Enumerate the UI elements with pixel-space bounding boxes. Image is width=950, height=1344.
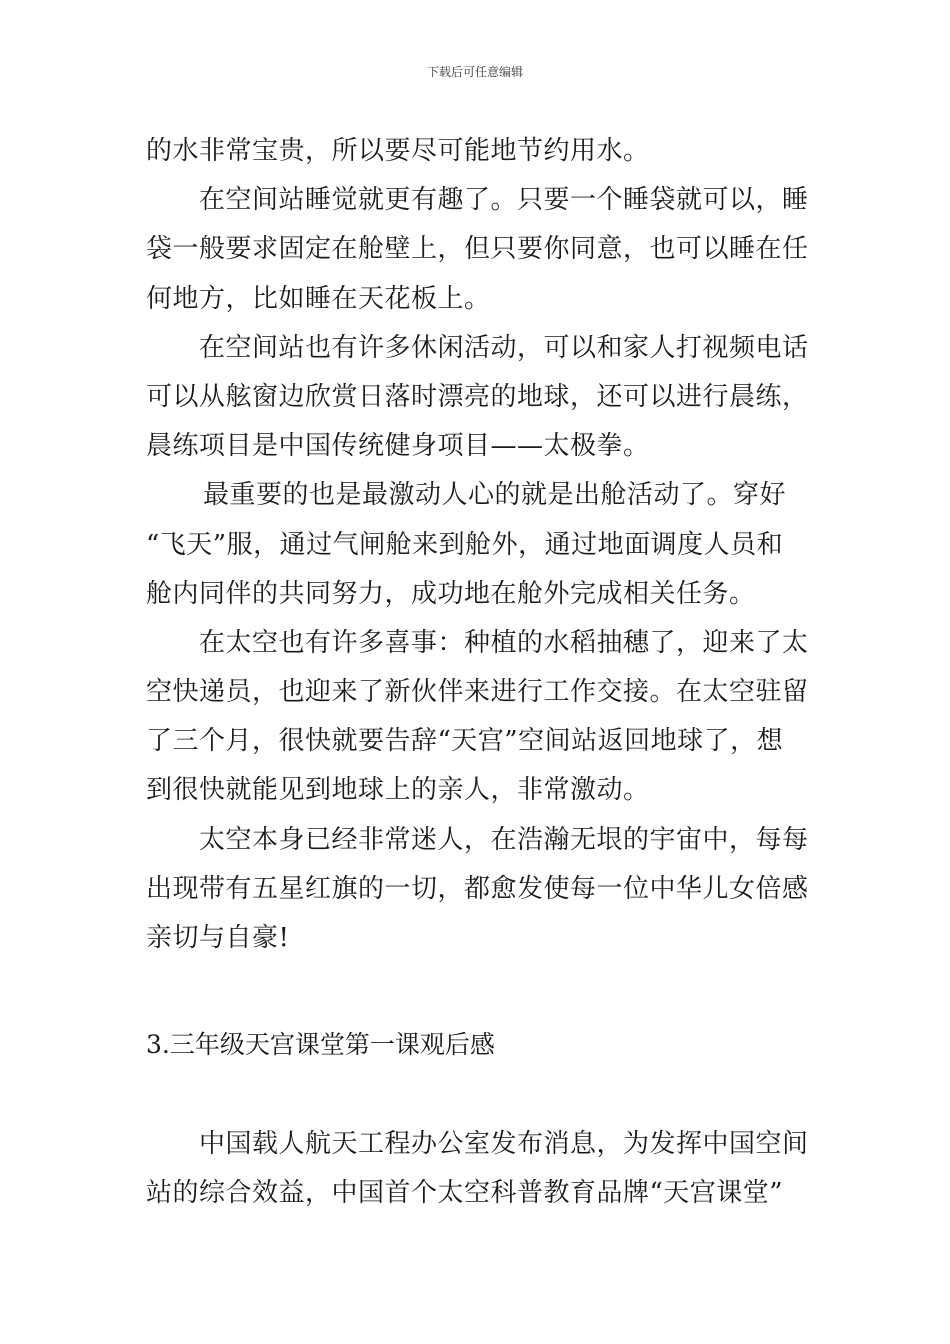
text-line: 中国载人航天工程办公室发布消息，为发挥中国空间 [199, 1129, 809, 1159]
text-line: 何地方，比如睡在天花板上。 [146, 283, 491, 314]
text-line: 的水非常宝贵，所以要尽可能地节约用水。 [146, 136, 650, 166]
text-line: 站的综合效益，中国首个太空科普教育品牌“天宫课堂” [146, 1178, 784, 1209]
text-line: 太空本身已经非常迷人，在浩瀚无垠的宇宙中，每每 [199, 824, 809, 855]
text-line: 最重要的也是最激动人心的就是出舱活动了。穿好 [203, 480, 787, 511]
text-line: 出现带有五星红旗的一切，都愈发使每一位中华儿女倍感 [146, 873, 809, 904]
main-body [146, 127, 811, 963]
text-line: 在空间站睡觉就更有趣了。只要一个睡袋就可以，睡 [199, 185, 809, 216]
page-header: 下载后可任意编辑 [426, 65, 523, 79]
section-body [146, 1120, 811, 1218]
text-line: 空快递员，也迎来了新伙伴来进行工作交接。在太空驻留 [146, 677, 809, 708]
text-line: “飞天”服，通过气闸舱来到舱外，通过地面调度人员和 [146, 529, 784, 560]
text-line: 在太空也有许多喜事：种植的水稻抽穗了，迎来了太 [199, 627, 809, 658]
text-line: 袋一般要求固定在舱壁上，但只要你同意，也可以睡在任 [146, 234, 809, 265]
text-line: 了三个月，很快就要告辞“天宫”空间站返回地球了，想 [146, 726, 784, 757]
text-line: 亲切与自豪! [146, 923, 290, 953]
text-line: 可以从舷窗边欣赏日落时漂亮的地球，还可以进行晨练， [146, 381, 809, 412]
text-line: 舱内同伴的共同努力，成功地在舱外完成相关任务。 [146, 578, 756, 609]
text-line: 到很快就能见到地球上的亲人，非常激动。 [146, 775, 650, 806]
text-line: 在空间站也有许多休闲活动，可以和家人打视频电话 [199, 332, 809, 363]
text-line: 晨练项目是中国传统健身项目——太极拳。 [146, 431, 650, 462]
section-heading: 3.三年级天宫课堂第一课观后感 [146, 1030, 495, 1059]
